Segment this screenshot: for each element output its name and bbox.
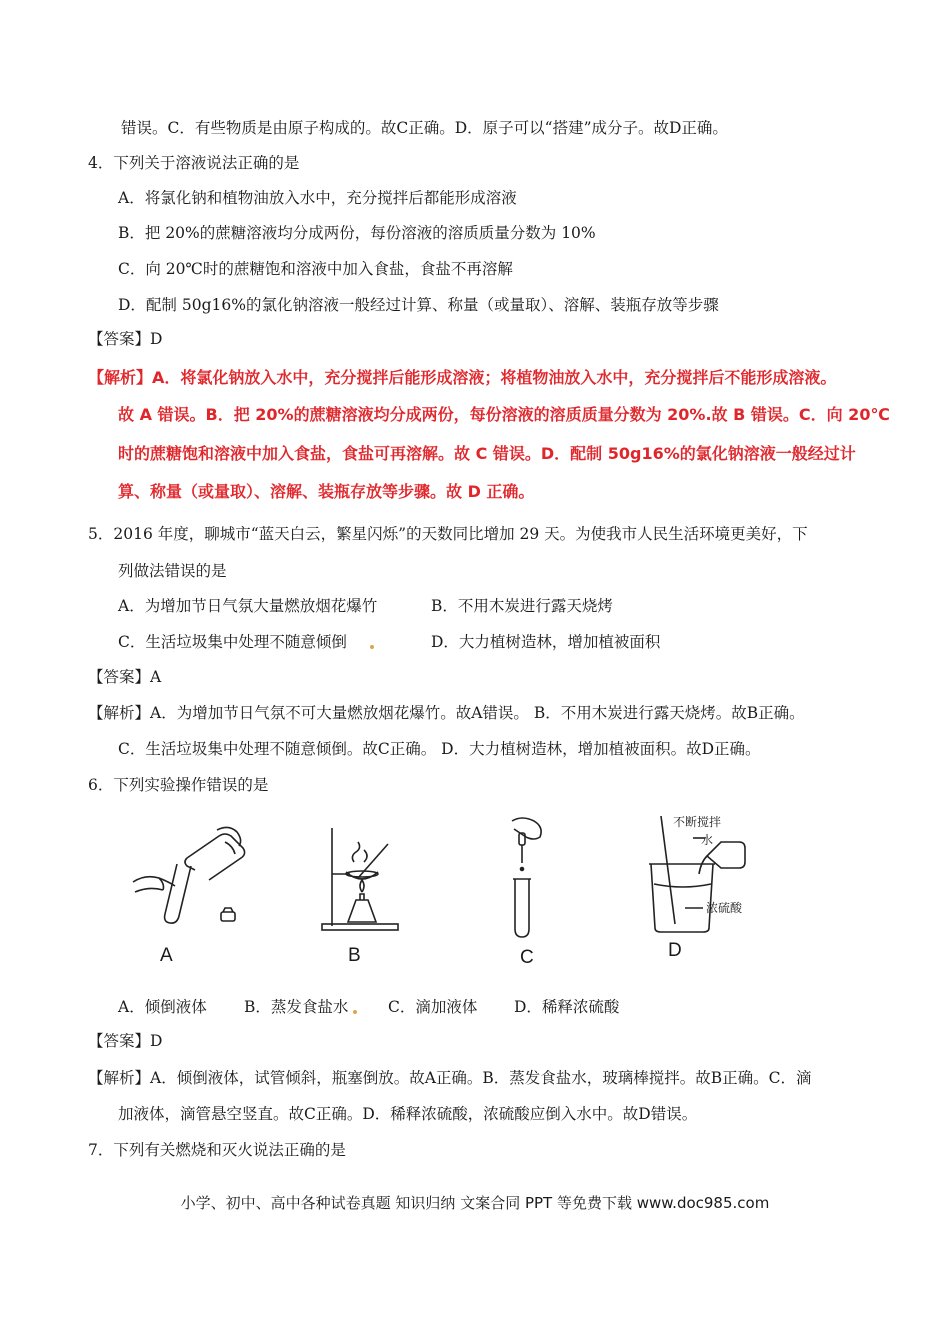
figure-d-stir-label: 不断搅拌 xyxy=(673,815,722,829)
option-6c: C．滴加液体 xyxy=(388,998,478,1016)
option-5c: C．生活垃圾集中处理不随意倾倒 xyxy=(118,633,347,651)
question-4: 4．下列关于溶液说法正确的是 xyxy=(88,154,300,172)
figure-c-dropping xyxy=(500,815,560,941)
option-4c: C．向 20℃时的蔗糖饱和溶液中加入食盐，食盐不再溶解 xyxy=(118,260,513,278)
stray-dot-2 xyxy=(353,1010,357,1014)
figure-b-label: B xyxy=(348,945,361,966)
option-4a: A．将氯化钠和植物油放入水中，充分搅拌后都能形成溶液 xyxy=(118,189,517,207)
option-6b: B．蒸发食盐水 xyxy=(244,998,349,1016)
option-6d: D．稀释浓硫酸 xyxy=(514,998,620,1016)
stray-dot xyxy=(370,645,374,649)
option-6a: A．倾倒液体 xyxy=(118,998,207,1016)
analysis-5-line2: C．生活垃圾集中处理不随意倾倒。故C正确。 D．大力植树造林，增加植被面积。故D正确。 xyxy=(118,740,761,758)
answer-5: 【答案】A xyxy=(88,668,162,686)
option-5d: D．大力植树造林，增加植被面积 xyxy=(431,633,661,651)
question-5-cont: 列做法错误的是 xyxy=(118,562,227,580)
question-7: 7．下列有关燃烧和灭火说法正确的是 xyxy=(88,1141,346,1159)
figure-d-water-label: 水 xyxy=(701,833,714,847)
figure-a-label: A xyxy=(160,945,173,966)
figure-b-evaporating xyxy=(318,822,408,934)
option-5b: B．不用木炭进行露天烧烤 xyxy=(431,597,613,615)
analysis-4-line4: 算、称量（或量取）、溶解、装瓶存放等步骤。故 D 正确。 xyxy=(118,482,535,501)
answer-6: 【答案】D xyxy=(88,1032,163,1050)
analysis-4-line2: 故 A 错误。B．把 20%的蔗糖溶液均分成两份，每份溶液的溶质质量分数为 20%.故 B 错误。C．向 20℃ xyxy=(118,405,890,424)
figure-c-label: C xyxy=(520,947,534,968)
option-5a: A．为增加节日气氛大量燃放烟花爆竹 xyxy=(118,597,378,615)
figure-d-acid-label: 浓硫酸 xyxy=(706,901,743,915)
option-4b: B．把 20%的蔗糖溶液均分成两份，每份溶液的溶质质量分数为 10% xyxy=(118,224,596,242)
analysis-5-line1: 【解析】A．为增加节日气氛不可大量燃放烟花爆竹。故A错误。 B．不用木炭进行露天烧烤。故B正确。 xyxy=(88,704,805,722)
option-4d: D．配制 50g16%的氯化钠溶液一般经过计算、称量（或量取）、溶解、装瓶存放等步骤 xyxy=(118,296,719,314)
question-6: 6．下列实验操作错误的是 xyxy=(88,776,269,794)
answer-4: 【答案】D xyxy=(88,330,163,348)
analysis-6-line1: 【解析】A．倾倒液体，试管倾斜，瓶塞倒放。故A正确。B．蒸发食盐水，玻璃棒搅拌。故B正确。C．滴 xyxy=(88,1069,812,1087)
analysis-4-line1: 【解析】A．将氯化钠放入水中，充分搅拌后能形成溶液；将植物油放入水中，充分搅拌后不能形成溶液。 xyxy=(88,368,837,387)
analysis-6-line2: 加液体，滴管悬空竖直。故C正确。D．稀释浓硫酸，浓硫酸应倒入水中。故D错误。 xyxy=(118,1105,698,1123)
analysis-4-line3: 时的蔗糖饱和溶液中加入食盐，食盐可再溶解。故 C 错误。D．配制 50g16%的氯化钠溶液一般经过计 xyxy=(118,444,856,463)
figure-d-diluting xyxy=(645,812,755,938)
figure-a-pouring xyxy=(125,822,255,932)
question-5: 5．2016 年度，聊城市“蓝天白云，繁星闪烁”的天数同比增加 29 天。为使我市人民生活环境更美好，下 xyxy=(88,525,808,543)
page-footer: 小学、初中、高中各种试卷真题 知识归纳 文案合同 PPT 等免费下载 www.doc985.com xyxy=(180,1194,770,1212)
figure-d-label: D xyxy=(668,940,682,961)
text-line: 错误。C．有些物质是由原子构成的。故C正确。D．原子可以“搭建”成分子。故D正确。 xyxy=(121,119,728,137)
